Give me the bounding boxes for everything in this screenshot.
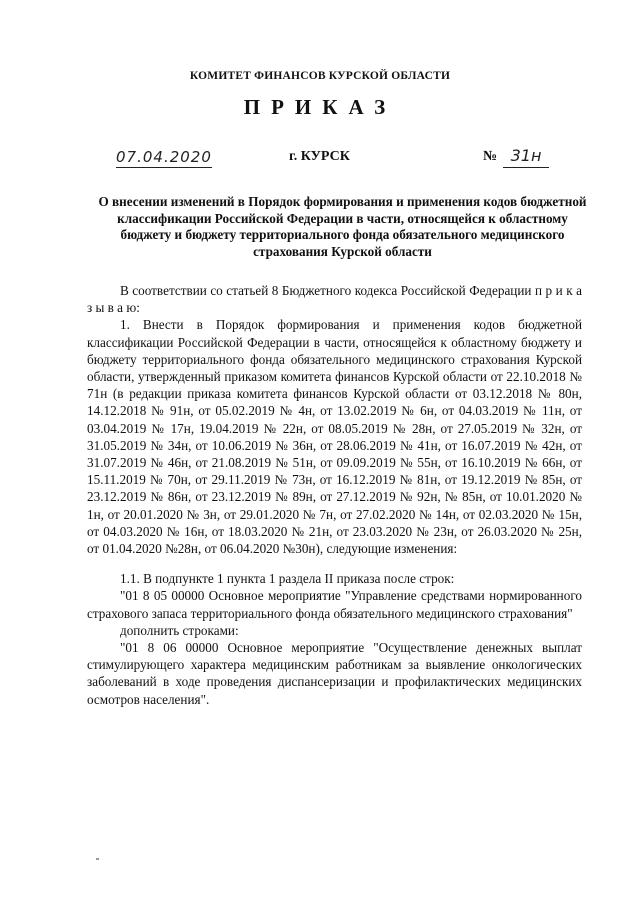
supplement-intro: дополнить строками: [120,622,239,638]
order-number-value: 31н [503,145,549,168]
quoted-existing-line: "01 8 05 00000 Основное мероприятие "Управление средствами нормированного страхового запаса территориального фонда обязательного медицинского страхования" [87,588,582,621]
order-body [87,282,582,708]
order-city: г. КУРСК [289,149,350,164]
clause-1-paragraph: 1. Внести в Порядок формирования и применения кодов бюджетной классификации Российской Федерации в части, относящейся к областному бюджету и бюджету территориального фонда обязательного медицинского страхования Курской области, утвержденный приказом комитета финансов Курской области от 22.10.2018 № 71н (в редакции приказа комитета финансов Курской области от 03.12.2018 № 80н, 14.12.2018 № 91н, от 05.02.2019 № 4н, от 13.02.2019 № 6н, от 04.03.2019 № 11н, от 03.04.2019 № 17н, 19.04.2019 № 22н, от 08.05.2019 № 28н, от 27.05.2019 № 32н, от 31.05.2019 № 34н, от 10.06.2019 № 36н, от 28.06.2019 № 41н, от 16.07.2019 № 42н, от 31.07.2019 № 46н, от 21.08.2019 № 51н, от 09.09.2019 № 55н, от 16.10.2019 № 66н, от 15.11.2019 № 70н, от 29.11.2019 № 73н, от 16.12.2019 № 81н, от 19.12.2019 № 85н, от 23.12.2019 № 86н, от 23.12.2019 № 89н, от 27.12.2019 № 92н, № 85н, от 10.01.2020 № 1н, от 20.01.2020 № 3н, от 29.01.2020 № 7н, от 27.02.2020 № 14н, от 02.03.2020 № 15н, от 04.03.2020 № 16н, от 18.03.2020 № 21н, от 23.03.2020 № 23н, от 26.03.2020 № 25н, от 01.04.2020 №28н, от 06.04.2020 №30н), следующие изменения: [87,317,582,557]
committee-name: КОМИТЕТ ФИНАНСОВ КУРСКОЙ ОБЛАСТИ [189,70,451,82]
clause-1-1-paragraph: 1.1. В подпункте 1 пункта 1 раздела II приказа после строк: [120,571,455,587]
quoted-new-line: "01 8 06 00000 Основное мероприятие "Осуществление денежных выплат стимулирующего характера медицинским работникам за выявление онкологических заболеваний в ходе проведения диспансеризации и профилактических медицинских осмотров населения". [87,640,582,707]
order-date: 07.04.2020 [116,148,212,166]
order-subject: О внесении изменений в Порядок формирования и применения кодов бюджетной классификации Российской Федерации в части, относящейся к областному бюджету и бюджету территориального фонда обязательного медицинского страхования Курской области [98,194,587,259]
paragraph-gap [87,557,582,570]
preamble-paragraph: В соответствии со статьей 8 Бюджетного кодекса Российской Федерации п р и к а з ы в а ю: [87,283,582,316]
order-meta-row [0,147,640,171]
order-number-label: № [483,149,498,164]
order-title: ПРИКАЗ [243,95,397,119]
scan-speck [96,858,99,860]
